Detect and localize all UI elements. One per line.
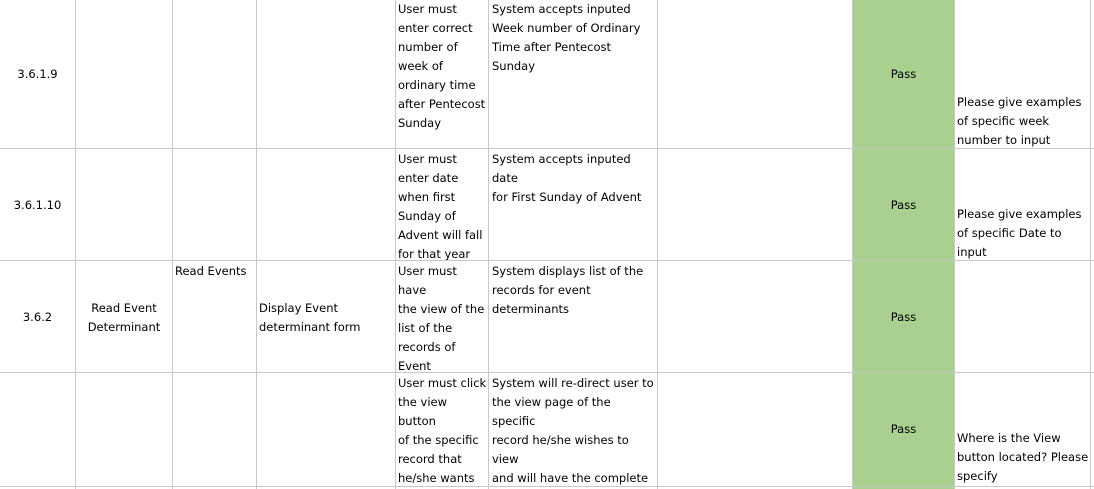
grid-vline [256,0,257,489]
expected-result-cell: System accepts inputed date for First Sunday of Advent [492,152,642,204]
expected-result-cell: System will re-direct user to the view page of the specific record he/she wishes to view and will have the complete [492,376,654,485]
user-action-cell: User must enter correct number of week of ordinary time after Pentecost Sunday [398,2,486,130]
grid-vline [1090,0,1091,489]
result-status-cell: Pass [890,422,917,436]
grid-vline [657,0,658,489]
user-action-cell: User must click the view button of the specific record that he/she wants [398,376,487,485]
remarks-cell: Where is the View button located? Please specify [957,431,1089,483]
remarks-cell: Please give examples of specific Date to input [957,207,1082,259]
test-id-cell: 3.6.2 [22,310,53,324]
grid-hline [0,486,1094,487]
module-cell: Read Event Determinant [87,301,161,334]
grid-hline [0,148,1094,149]
grid-hline [0,260,1094,261]
test-id-cell: 3.6.1.9 [17,67,58,81]
expected-result-cell: System accepts inputed Week number of Ordinary Time after Pentecost Sunday [492,2,641,73]
result-status-cell: Pass [890,310,917,324]
user-action-cell: User must enter date when first Sunday of Advent will fall for that year [398,152,483,260]
feature-cell: Display Event determinant form [259,301,361,334]
grid-vline [395,0,396,489]
result-status-cell: Pass [890,198,917,212]
expected-result-cell: System displays list of the records for event determinants [492,264,644,316]
grid-hline [0,372,1094,373]
result-status-cell: Pass [890,67,917,81]
grid-vline [172,0,173,489]
remarks-cell: Please give examples of specific week number to input [957,95,1082,147]
test-id-cell: 3.6.1.10 [13,198,62,212]
grid-vline [75,0,76,489]
user-action-cell: User must have the view of the list of the records of Event [398,264,485,372]
operation-cell: Read Events [175,264,247,278]
grid-vline [488,0,489,489]
